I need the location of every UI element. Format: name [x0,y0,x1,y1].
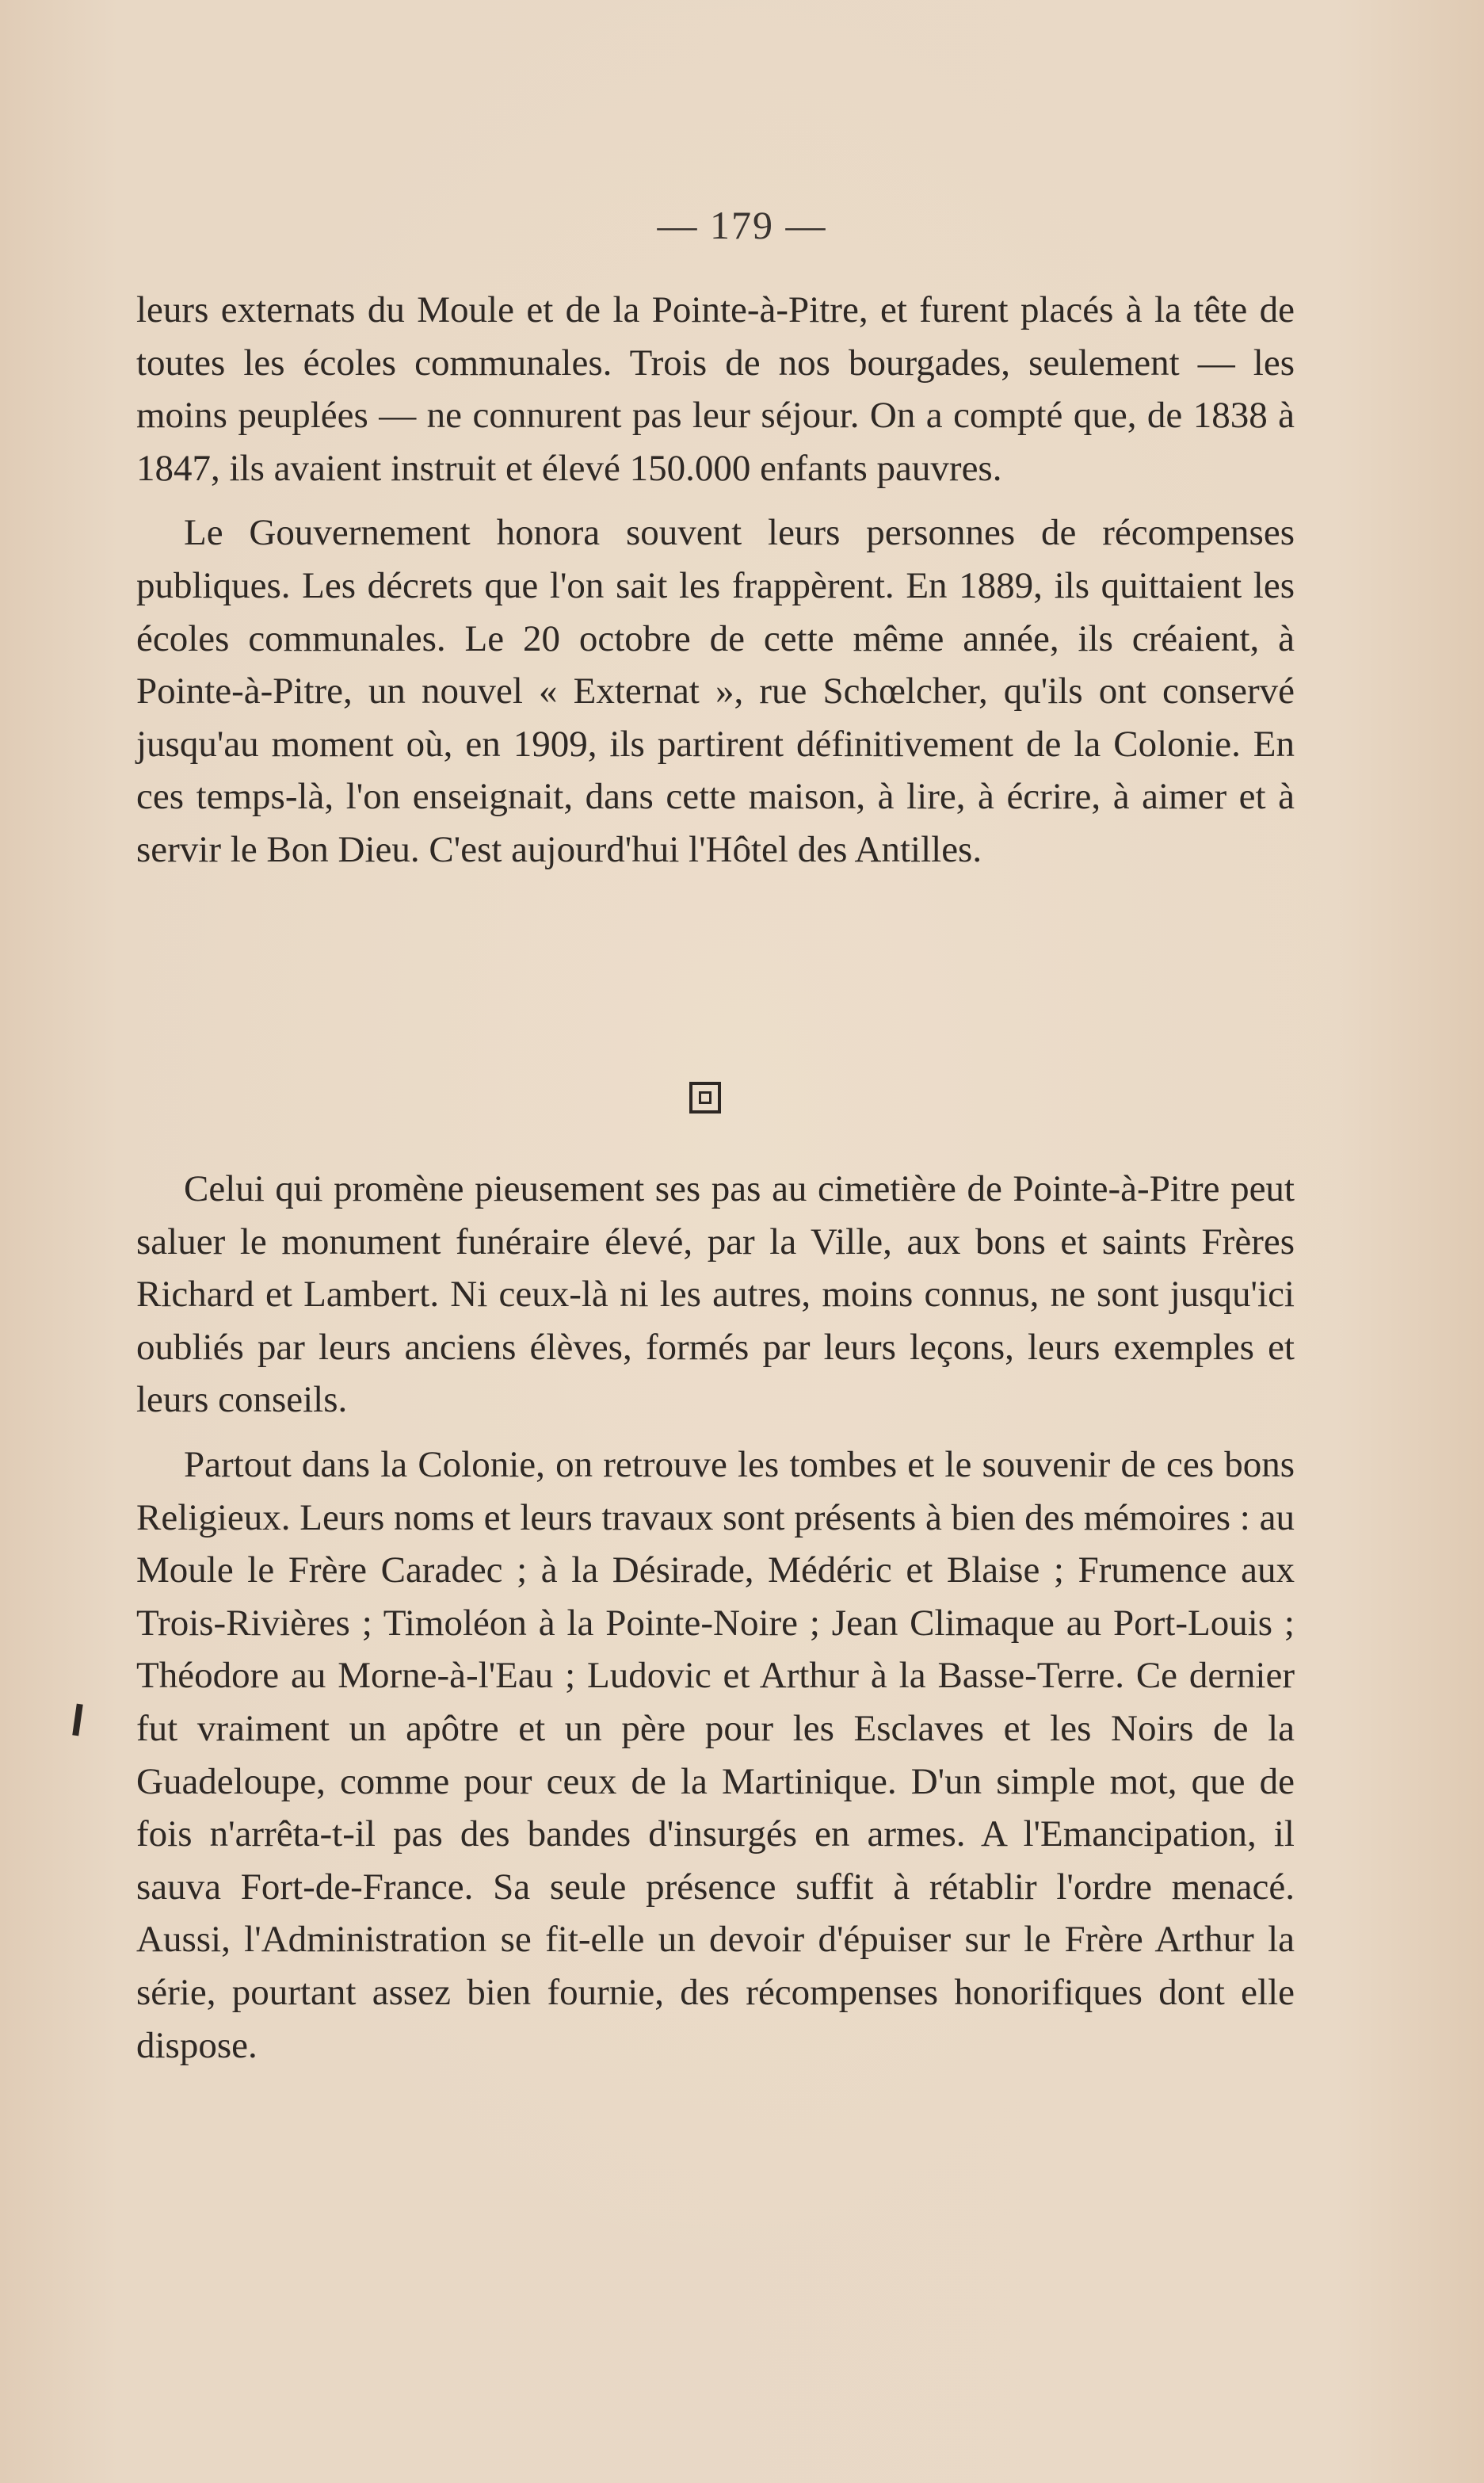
page-number: — 179 — [657,203,827,247]
paragraph: Le Gouvernement honora souvent leurs personnes de récompenses publiques. Les décrets que l'on sait les frappèrent. En 1889, ils quittaient les écoles communales. Le 20 octobre de cette même année, ils créaient, à Pointe-à-Pitre, un nouvel « Externat », rue Schœlcher, qu'ils ont conservé jusqu'au moment où, en 1909, ils partirent définitivement de la Colonie. En ces temps-là, l'on enseignait, dans cette maison, à lire, à écrire, à aimer et à servir le Bon Dieu. C'est aujourd'hui l'Hôtel des Antilles. [136,512,1295,870]
paragraph: Partout dans la Colonie, on retrouve les tombes et le souvenir de ces bons Religieux. Leurs noms et leurs travaux sont présents à bien des mémoires : au Moule le Frère Caradec ; à la Désirade, Médéric et Blaise ; Frumence aux Trois-Rivières ; Timoléon à la Pointe-Noire ; Jean Climaque au Port-Louis ; Théodore au Morne-à-l'Eau ; Ludovic et Arthur à la Basse-Terre. Ce dernier fut vraiment un apôtre et un père pour les Esclaves et les Noirs de la Guadeloupe, comme pour ceux de la Martinique. D'un simple mot, que de fois n'arrêta-t-il pas des bandes d'insurgés en armes. A l'Emancipation, il sauva Fort-de-France. Sa seule présence suffit à rétablir l'ordre menacé. Aussi, l'Administration se fit-elle un devoir d'épuiser sur le Frère Arthur la série, pourtant assez bien fournie, des récompenses honorifiques dont elle dispose. [136,1443,1295,2066]
square-ornament-inner [699,1091,711,1104]
text-section-2 [136,1163,1295,2072]
margin-pencil-mark [72,1704,82,1736]
square-ornament-icon [689,1082,721,1114]
paragraph: Celui qui promène pieusement ses pas au cimetière de Pointe-à-Pitre peut saluer le monument funéraire élevé, par la Ville, aux bons et saints Frères Richard et Lambert. Ni ceux-là ni les autres, moins connus, ne sont jusqu'ici oubliés par leurs anciens élèves, formés par leurs leçons, leurs exemples et leurs conseils. [136,1168,1295,1421]
text-section-1 [136,284,1295,877]
paragraph: leurs externats du Moule et de la Pointe-à-Pitre, et furent placés à la tête de toutes les écoles communales. Trois de nos bourgades, seulement — les moins peuplées — ne connurent pas leur séjour. On a compté que, de 1838 à 1847, ils avaient instruit et élevé 150.000 enfants pauvres. [136,289,1295,489]
